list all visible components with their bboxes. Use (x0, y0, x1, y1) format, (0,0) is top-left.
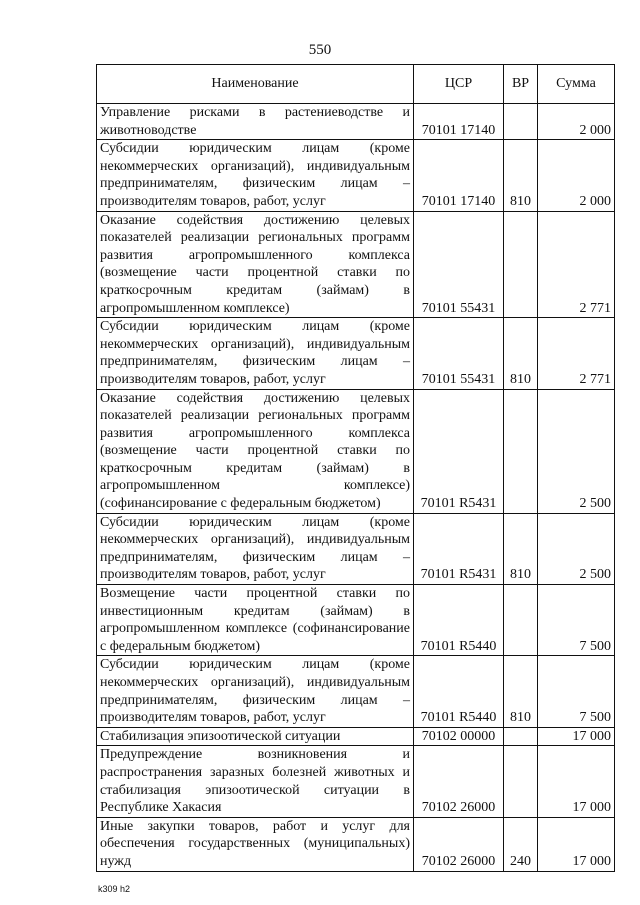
row-vr: 810 (504, 513, 538, 584)
row-csr: 70101 R5440 (414, 585, 504, 656)
table-header-row (97, 65, 615, 104)
row-name: Стабилизация эпизоотической ситуации (97, 727, 414, 746)
row-csr: 70101 R5431 (414, 389, 504, 513)
row-name: Иные закупки товаров, работ и услуг для обеспечения государственных (муниципальных) нужд (97, 817, 414, 871)
row-sum: 2 500 (538, 389, 615, 513)
row-vr (504, 211, 538, 318)
table-row (97, 817, 615, 871)
row-csr: 70102 26000 (414, 817, 504, 871)
table-row (97, 389, 615, 513)
budget-table (96, 64, 615, 872)
row-name: Субсидии юридическим лицам (кроме некоммерческих организаций), индивидуальным предпринимателям, физическим лицам – производителям товаров, работ, услуг (97, 513, 414, 584)
row-sum: 2 000 (538, 104, 615, 140)
table-row (97, 585, 615, 656)
row-vr: 240 (504, 817, 538, 871)
row-sum: 7 500 (538, 656, 615, 727)
row-csr: 70101 17140 (414, 140, 504, 211)
row-sum: 2 771 (538, 318, 615, 389)
row-name: Субсидии юридическим лицам (кроме некоммерческих организаций), индивидуальным предпринимателям, физическим лицам – производителям товаров, работ, услуг (97, 318, 414, 389)
row-csr: 70102 26000 (414, 746, 504, 817)
table-row (97, 746, 615, 817)
page-number: 550 (308, 42, 332, 58)
table-row (97, 104, 615, 140)
table-row (97, 318, 615, 389)
row-csr: 70101 17140 (414, 104, 504, 140)
row-vr (504, 585, 538, 656)
row-csr: 70101 55431 (414, 211, 504, 318)
row-name: Управление рисками в растениеводстве и животноводстве (97, 104, 414, 140)
row-name: Оказание содействия достижению целевых показателей реализации региональных программ развития агропромышленного комплекса (возмещение части процентной ставки по краткосрочным кредитам (займам) в агропромышленном комплексе) (софинансирование с федеральным бюджетом) (97, 389, 414, 513)
table-row (97, 140, 615, 211)
table-row (97, 211, 615, 318)
header-csr: ЦСР (414, 65, 504, 104)
row-sum: 17 000 (538, 817, 615, 871)
row-sum: 17 000 (538, 746, 615, 817)
footer-code: k309 h2 (98, 884, 131, 894)
row-vr: 810 (504, 318, 538, 389)
row-name: Субсидии юридическим лицам (кроме некоммерческих организаций), индивидуальным предпринимателям, физическим лицам – производителям товаров, работ, услуг (97, 656, 414, 727)
row-name: Предупреждение возникновения и распространения заразных болезней животных и стабилизация эпизоотической ситуации в Республике Хакасия (97, 746, 414, 817)
row-csr: 70101 R5431 (414, 513, 504, 584)
row-sum: 2 500 (538, 513, 615, 584)
row-name: Оказание содействия достижению целевых показателей реализации региональных программ развития агропромышленного комплекса (возмещение части процентной ставки по краткосрочным кредитам (займам) в агропромышленном комплексе) (97, 211, 414, 318)
row-vr (504, 727, 538, 746)
header-sum: Сумма (538, 65, 615, 104)
row-sum: 7 500 (538, 585, 615, 656)
header-vr: ВР (504, 65, 538, 104)
row-vr (504, 389, 538, 513)
row-csr: 70102 00000 (414, 727, 504, 746)
row-sum: 2 000 (538, 140, 615, 211)
header-name: Наименование (97, 65, 414, 104)
row-vr (504, 746, 538, 817)
row-vr (504, 104, 538, 140)
row-name: Возмещение части процентной ставки по инвестиционным кредитам (займам) в агропромышленном комплексе (софинансирование с федеральным бюджетом) (97, 585, 414, 656)
table-row (97, 727, 615, 746)
row-sum: 17 000 (538, 727, 615, 746)
row-csr: 70101 R5440 (414, 656, 504, 727)
row-vr: 810 (504, 656, 538, 727)
row-name: Субсидии юридическим лицам (кроме некоммерческих организаций), индивидуальным предпринимателям, физическим лицам – производителям товаров, работ, услуг (97, 140, 414, 211)
table-row (97, 513, 615, 584)
row-sum: 2 771 (538, 211, 615, 318)
row-csr: 70101 55431 (414, 318, 504, 389)
row-vr: 810 (504, 140, 538, 211)
table-row (97, 656, 615, 727)
